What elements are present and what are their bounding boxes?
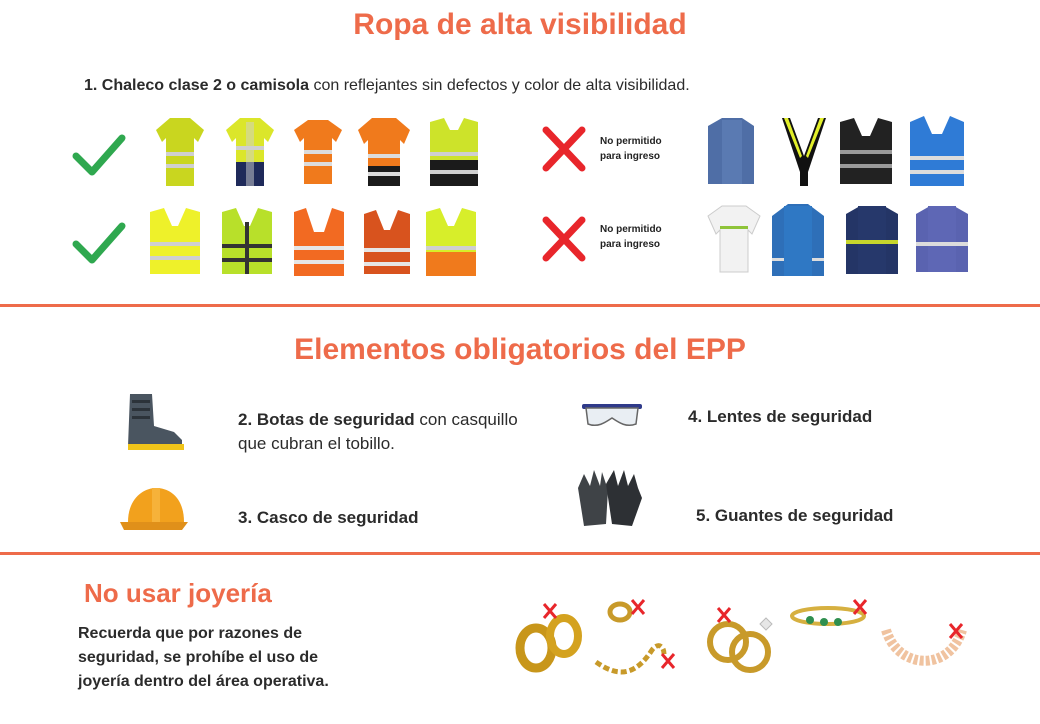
yellow-navy-polo-image (226, 118, 274, 186)
bracelet-image (792, 600, 866, 626)
section-divider (0, 304, 1040, 307)
glasses-text: 4. Lentes de seguridad (688, 407, 873, 426)
orange-vest-image (294, 208, 344, 276)
jewelry-warning: Recuerda que por razones de seguridad, se prohíbe el uso de joyería dentro del área operativa. (78, 625, 329, 690)
yellow-black-vest-image (430, 118, 478, 186)
vest-requirement-bold: 1. Chaleco clase 2 o camisola (84, 77, 310, 94)
gloves-icon (572, 464, 648, 532)
navy-work-shirt-image (846, 206, 898, 274)
check-icon (72, 132, 126, 178)
not-allowed-garments-row-2 (704, 200, 980, 280)
section2-title: Elementos obligatorios del EPP (294, 333, 746, 366)
vest-requirement (84, 74, 690, 98)
allowed-vests-row-2 (144, 202, 478, 282)
boots-text-rest: con casquillo que cubran el tobillo. (238, 410, 518, 453)
section3-title: No usar joyería (84, 578, 272, 608)
green-utility-vest-image (222, 208, 272, 274)
blue-vest-image (910, 116, 964, 186)
white-shirt-image (708, 206, 760, 272)
small-ring-image (610, 600, 644, 620)
yellow-polo-image (156, 118, 204, 186)
denim-shirt-image (708, 118, 754, 184)
chain-image (596, 646, 674, 672)
orange-polo-image (294, 120, 342, 184)
black-vest-image (840, 118, 892, 184)
jewelry-images (512, 590, 982, 700)
harness-vest-image (782, 118, 826, 186)
not-allowed-garments-row-1 (700, 112, 980, 192)
section1-title: Ropa de alta visibilidad (353, 8, 687, 41)
section-divider (0, 552, 1040, 555)
gloves-text: 5. Guantes de seguridad (696, 506, 894, 525)
red-vest-image (364, 210, 410, 274)
safety-boot-icon (122, 390, 188, 454)
hard-hat-icon (118, 484, 190, 534)
earrings-image (520, 604, 578, 668)
yellow-orange-vest-image (426, 208, 476, 276)
yellow-vest-image (150, 208, 200, 274)
orange-black-shirt-image (358, 118, 410, 186)
blue-work-shirt-image (772, 204, 824, 276)
check-icon (72, 220, 126, 266)
cross-icon (540, 124, 588, 174)
necklace-image (886, 624, 962, 661)
boots-text-bold: 2. Botas de seguridad (238, 410, 415, 429)
not-allowed-label: No permitido para ingreso (600, 224, 662, 250)
not-allowed-label: No permitido para ingreso (600, 136, 662, 162)
purple-work-shirt-image (916, 206, 968, 272)
boots-text (238, 408, 518, 456)
helmet-text: 3. Casco de seguridad (238, 508, 419, 527)
safety-glasses-icon (580, 402, 644, 430)
allowed-vests-row-1 (148, 112, 478, 192)
cross-icon (540, 214, 588, 264)
vest-requirement-rest: con reflejantes sin defectos y color de alta visibilidad. (309, 77, 690, 94)
wedding-rings-image (710, 608, 772, 670)
